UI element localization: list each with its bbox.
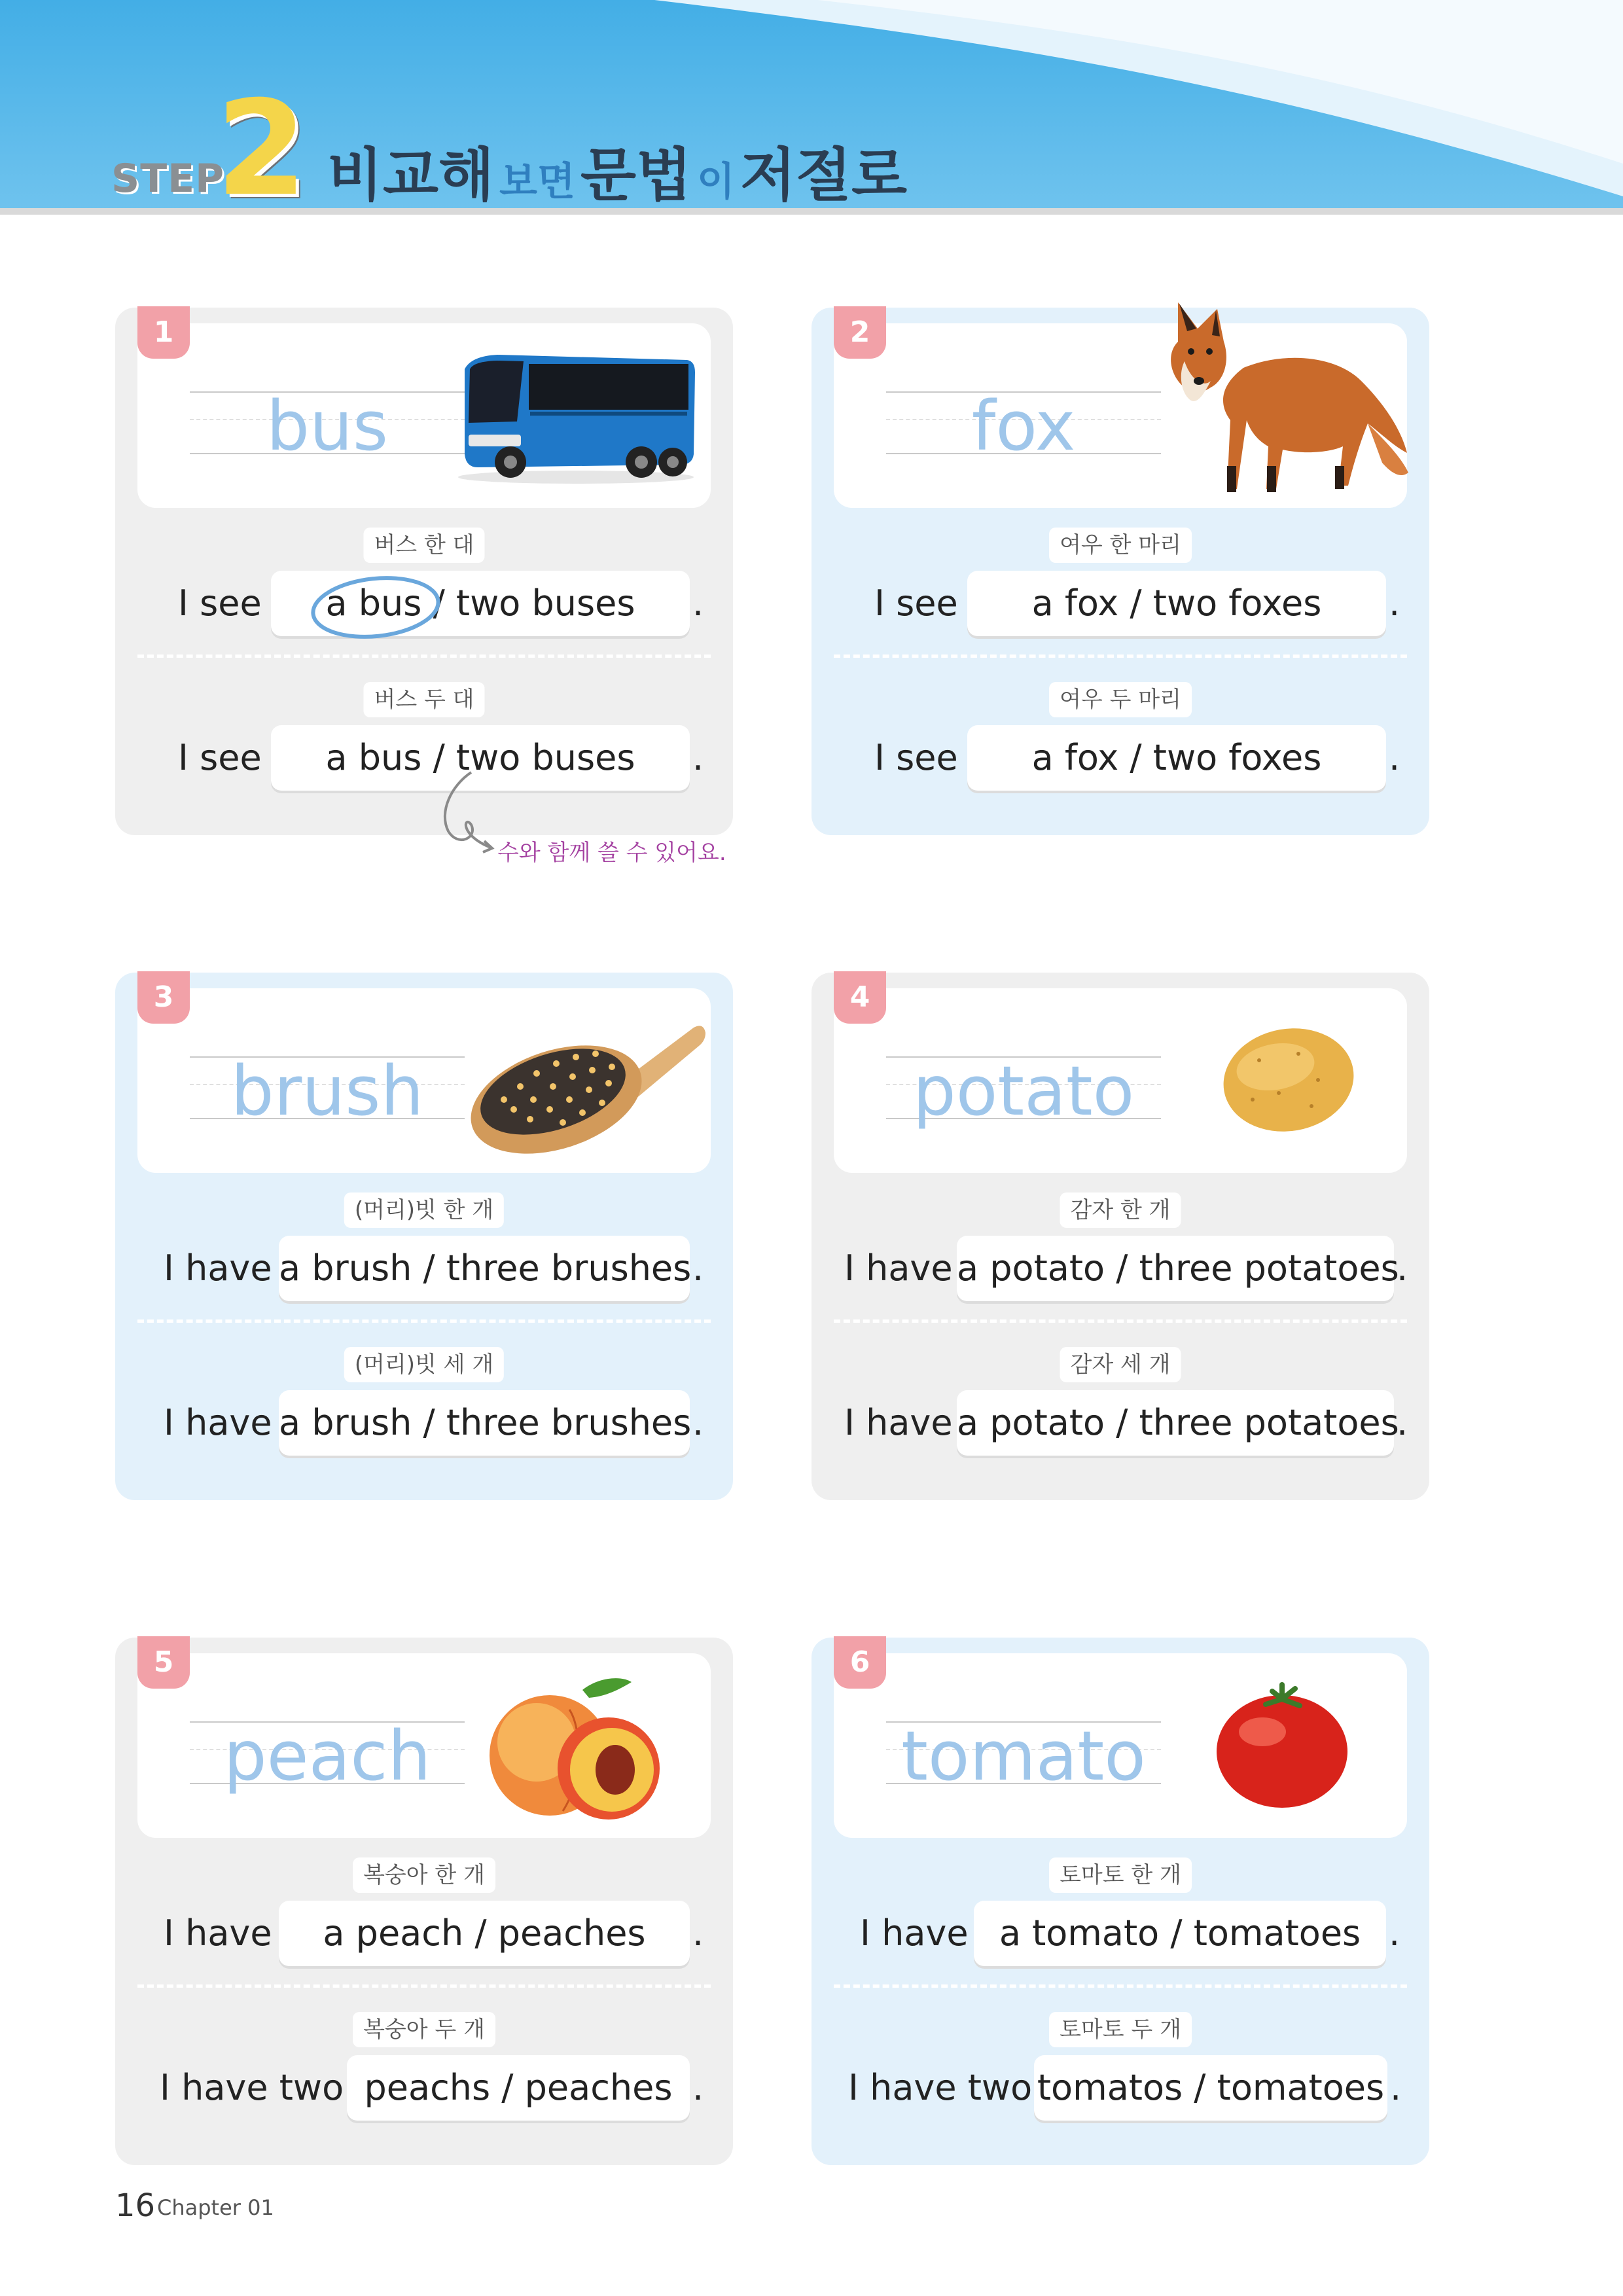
korean-hint: 복숭아 두 개 <box>353 2012 495 2047</box>
dashed-divider <box>137 655 711 658</box>
sentence-period: . <box>692 737 704 778</box>
chapter-label: Chapter 01 <box>157 2195 274 2220</box>
sentence-period: . <box>692 1247 704 1289</box>
exercise-card <box>812 308 1429 835</box>
annotation-arrow <box>432 766 504 857</box>
answer-choice-box[interactable]: a bus / two buses <box>271 571 690 636</box>
sentence-start: I have two <box>160 2067 344 2108</box>
korean-hint: (머리)빗 한 개 <box>344 1193 504 1228</box>
step-number: 2 <box>216 73 308 216</box>
title-part: 저절로 <box>740 141 907 209</box>
dashed-divider <box>137 1319 711 1323</box>
sentence-start: I have <box>164 1402 272 1443</box>
sentence-start: I see <box>178 583 262 624</box>
title-part: 문법 <box>580 141 692 209</box>
korean-hint: 감자 한 개 <box>1060 1193 1181 1228</box>
korean-hint: 버스 한 대 <box>364 528 485 563</box>
answer-choice-box[interactable]: peachs / peaches <box>347 2055 690 2121</box>
exercise-number-badge: 1 <box>137 306 190 359</box>
sentence-period: . <box>692 1912 704 1954</box>
answer-choice-box[interactable]: a brush / three brushes <box>279 1236 690 1301</box>
dashed-divider <box>834 1984 1407 1988</box>
answer-choice-box[interactable]: a tomato / tomatoes <box>974 1901 1386 1966</box>
peach-image <box>484 1670 668 1827</box>
page-number: 16 <box>115 2187 156 2224</box>
bus-image <box>452 343 700 487</box>
exercise-number-badge: 4 <box>834 971 886 1024</box>
answer-choice-box[interactable]: a potato / three potatoes <box>957 1390 1394 1456</box>
trace-word: fox <box>971 386 1076 466</box>
word-panel <box>834 988 1407 1173</box>
sentence-period: . <box>1389 737 1400 778</box>
word-panel <box>137 323 711 508</box>
sentence-start: I have <box>860 1912 969 1954</box>
title-part: 비교해 <box>327 141 495 209</box>
sentence-period: . <box>1390 2067 1402 2108</box>
korean-hint: 토마토 한 개 <box>1049 1857 1192 1893</box>
answer-choice-box[interactable]: a potato / three potatoes <box>957 1236 1394 1301</box>
word-panel <box>137 988 711 1173</box>
word-panel <box>834 1653 1407 1838</box>
exercise-card <box>812 1638 1429 2165</box>
sentence-period: . <box>692 2067 704 2108</box>
dashed-divider <box>137 1984 711 1988</box>
sentence-start: I see <box>874 737 958 778</box>
exercise-number-badge: 3 <box>137 971 190 1024</box>
trace-word: potato <box>912 1051 1135 1131</box>
page-title <box>327 130 907 209</box>
exercise-number-badge: 2 <box>834 306 886 359</box>
hairbrush-image <box>452 1008 707 1158</box>
exercise-card <box>115 1638 733 2165</box>
korean-hint: (머리)빗 세 개 <box>344 1347 504 1382</box>
korean-hint: 여우 두 마리 <box>1049 682 1192 717</box>
sentence-period: . <box>1397 1247 1408 1289</box>
answer-choice-box[interactable]: tomatos / tomatoes <box>1034 2055 1387 2121</box>
exercise-card <box>115 973 733 1500</box>
korean-hint: 감자 세 개 <box>1060 1347 1181 1382</box>
sentence-period: . <box>692 1402 704 1443</box>
korean-hint: 버스 두 대 <box>364 682 485 717</box>
tomato-image <box>1207 1679 1357 1810</box>
answer-choice-box[interactable]: a bus / two buses <box>271 725 690 791</box>
answer-choice-box[interactable]: a peach / peaches <box>279 1901 690 1966</box>
exercise-number-badge: 6 <box>834 1636 886 1689</box>
sentence-start: I have <box>164 1247 272 1289</box>
korean-hint: 토마토 두 개 <box>1049 2012 1192 2047</box>
korean-hint: 여우 한 마리 <box>1049 528 1192 563</box>
trace-word: bus <box>266 386 389 466</box>
step-label: STEP <box>111 156 225 202</box>
title-part: 이 <box>696 159 735 205</box>
sentence-period: . <box>1389 1912 1400 1954</box>
answer-choice-box[interactable]: a brush / three brushes <box>279 1390 690 1456</box>
potato-image <box>1213 1021 1364 1139</box>
annotation-note: 수와 함께 쓸 수 있어요. <box>497 840 726 866</box>
fox-image <box>1139 289 1414 505</box>
sentence-start: I have <box>164 1912 272 1954</box>
sentence-start: I have <box>844 1402 953 1443</box>
answer-choice-box[interactable]: a fox / two foxes <box>967 571 1386 636</box>
sentence-period: . <box>1389 583 1400 624</box>
title-part: 보면 <box>499 159 575 205</box>
page-header <box>0 0 1623 216</box>
exercise-card <box>812 973 1429 1500</box>
sentence-start: I see <box>178 737 262 778</box>
word-panel <box>137 1653 711 1838</box>
dashed-divider <box>834 655 1407 658</box>
answer-choice-box[interactable]: a fox / two foxes <box>967 725 1386 791</box>
korean-hint: 복숭아 한 개 <box>353 1857 495 1893</box>
sentence-period: . <box>692 583 704 624</box>
circle-mark <box>305 571 449 643</box>
exercise-number-badge: 5 <box>137 1636 190 1689</box>
trace-word: peach <box>223 1716 431 1796</box>
trace-word: tomato <box>901 1716 1146 1796</box>
sentence-period: . <box>1397 1402 1408 1443</box>
trace-word: brush <box>230 1051 424 1131</box>
sentence-start: I see <box>874 583 958 624</box>
sentence-start: I have <box>844 1247 953 1289</box>
dashed-divider <box>834 1319 1407 1323</box>
sentence-start: I have two <box>848 2067 1033 2108</box>
